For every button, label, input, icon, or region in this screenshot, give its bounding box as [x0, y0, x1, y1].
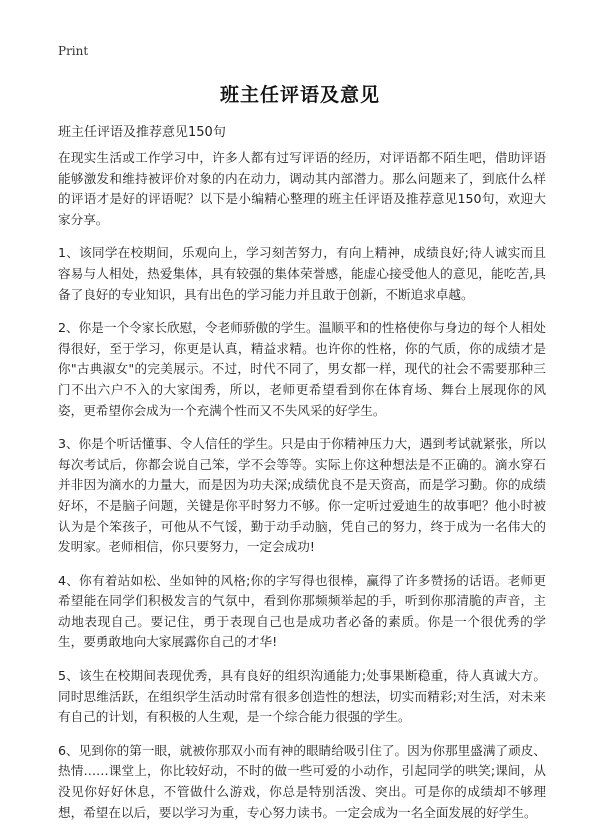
document-subtitle: 班主任评语及推荐意见150句 — [58, 125, 226, 140]
comment-paragraph-1: 1、该同学在校期间，乐观向上，学习刻苦努力，有向上精神，成绩良好;待人诚实而且容易与人相处，热爱集体，具有较强的集体荣誉感，能虚心接受他人的意见，能吃苦,具备了良好的专业知识，具有出色的学习能力并且敢于创新，不断追求卓越。 — [58, 245, 546, 302]
comment-paragraph-5: 5、该生在校期间表现优秀，具有良好的组织沟通能力;处事果断稳重，待人真诚大方。同时思维活跃，在组织学生活动时常有很多创造性的想法，切实而精彩;对生活，对未来有自己的计划，有积极的人生观，是一个综合能力很强的学生。 — [58, 668, 546, 725]
comment-paragraph-4: 4、你有着站如松、坐如钟的风格;你的字写得也很棒，赢得了许多赞扬的话语。老师更希望能在同学们积极发言的气氛中，看到你那频频举起的手，听到你那清脆的声音，主动地表现自己。要记住，勇于表现自己也是成功者必备的素质。你是一个很优秀的学生，要勇敢地向大家展露你自己的才华! — [58, 572, 546, 650]
comment-paragraph-3: 3、你是个听话懂事、令人信任的学生。只是由于你精神压力大，遇到考试就紧张，所以每次考试后，你都会说自己笨，学不会等等。实际上你这种想法是不正确的。滴水穿石并非因为滴水的力量大，而是因为功夫深;成绩优良不是天资高，而是学习勤。你的成绩好坏，不是脑子问题，关键是你平时努力不够。你一定听过爱迪生的故事吧？他小时被认为是个笨孩子，可他从不气馁，勤于动手动脑，凭自己的努力，终于成为一名伟大的发明家。老师相信，你只要努力，一定会成功! — [58, 436, 546, 555]
comment-paragraph-6: 6、见到你的第一眼，就被你那双小而有神的眼睛给吸引住了。因为你那里盛满了顽皮、热情……课堂上，你比较好动，不时的做一些可爱的小动作，引起同学的哄笑;课间，从没见你好好休息，不管做什么游戏，你总是特别活泼、突出。可是你的成绩却不够理想，希望在以后，要以学习为重，专心努力读书。一定会成为一名全面发展的好学生。 — [58, 742, 546, 820]
print-link[interactable]: Print — [58, 44, 89, 58]
page-title: 班主任评语及意见 — [219, 84, 380, 106]
intro-paragraph: 在现实生活或工作学习中，许多人都有过写评语的经历，对评语都不陌生吧，借助评语能够激发和维持被评价对象的内在动力，调动其内部潜力。那么问题来了，到底什么样的评语才是好的评语呢？以下是小编精心整理的班主任评语及推荐意见150句，欢迎大家分享。 — [58, 150, 546, 227]
document-body — [58, 148, 546, 836]
comment-paragraph-2: 2、你是一个令家长欣慰，令老师骄傲的学生。温顺平和的性格使你与身边的每个人相处得很好，至于学习，你更是认真，精益求精。也许你的性格，你的气质，你的成绩才是你"古典淑女"的完美展示。不过，时代不同了，男女都一样，现代的社会不需要那种三门不出六户不入的大家闺秀，所以，老师更希望看到你在体育场、舞台上展现你的风姿，更希望你会成为一个充满个性而又不失风采的好学生。 — [58, 320, 546, 418]
